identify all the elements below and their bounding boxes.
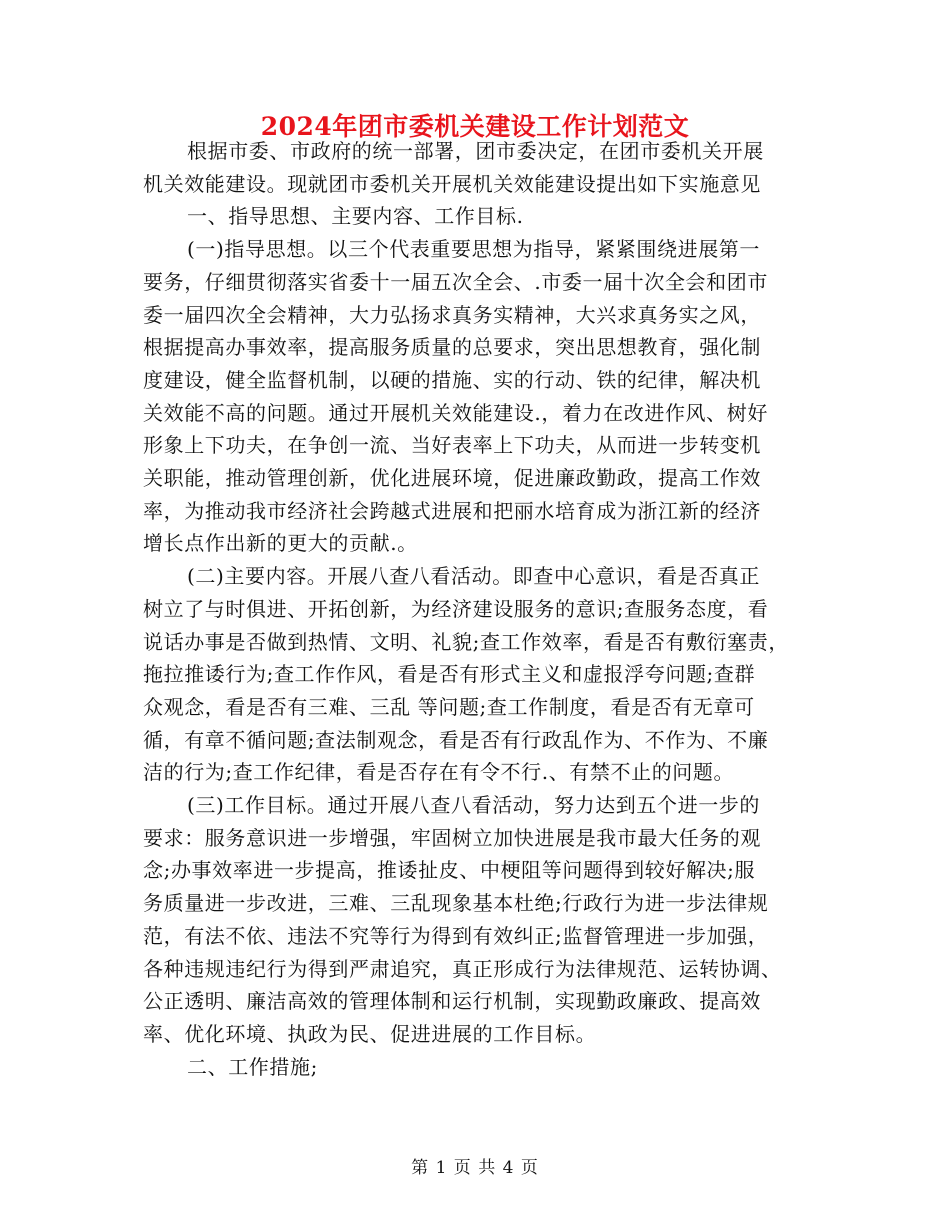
- paragraph-line: 洁的行为;查工作纪律，看是否存在有令不行.、有禁不止的问题。: [143, 760, 735, 785]
- paragraph: [143, 200, 823, 233]
- paragraph-line: 说话办事是否做到热情、文明、礼貌;查工作效率，看是否有敷衍塞责，: [143, 629, 789, 654]
- paragraph-line: 根据提高办事效率，提高服务质量的总要求，突出思想教育，强化制: [143, 335, 761, 360]
- paragraph-line: 率、优化环境、执政为民、促进进展的工作目标。: [143, 1021, 597, 1046]
- paragraph-line: 关职能，推动管理创新，优化进展环境，促进廉政勤政，提高工作效: [143, 466, 761, 491]
- paragraph-line: 度建设，健全监督机制，以硬的措施、实的行动、铁的纪律，解决机: [143, 367, 761, 392]
- paragraph-line: 增长点作出新的更大的贡献.。: [143, 531, 418, 556]
- paragraph-line: 形象上下功夫，在争创一流、当好表率上下功夫，从而进一步转变机: [143, 433, 761, 458]
- paragraph-line: (三)工作目标。通过开展八查八看活动，努力达到五个进一步的: [187, 793, 761, 818]
- paragraph-line: (二)主要内容。开展八查八看活动。即查中心意识，看是否真正: [187, 564, 761, 589]
- paragraph: [143, 789, 823, 1051]
- paragraph-line: 公正透明、廉洁高效的管理体制和运行机制，实现勤政廉政、提高效: [143, 989, 761, 1014]
- paragraph: [143, 1051, 823, 1084]
- paragraph-line: 拖拉推诿行为;查工作作风，看是否有形式主义和虚报浮夸问题;查群: [143, 662, 756, 687]
- paragraph: [143, 560, 823, 789]
- document-title: 2024年团市委机关建设工作计划范文: [260, 112, 690, 141]
- paragraph-line: 循，有章不循问题;查法制观念，看是否有行政乱作为、不作为、不廉: [143, 727, 769, 752]
- paragraph-line: 率，为推动我市经济社会跨越式进展和把丽水培育成为浙江新的经济: [143, 498, 761, 523]
- page-number-footer: 第 1 页 共 4 页: [411, 1158, 539, 1178]
- paragraph-line: 要务，仔细贯彻落实省委十一届五次全会、.市委一届十次全会和团市: [143, 269, 768, 294]
- document-body: [143, 135, 823, 1083]
- paragraph-line: 委一届四次全会精神，大力弘扬求真务实精神，大兴求真务实之风，: [143, 302, 761, 327]
- paragraph-line: 二、工作措施;: [187, 1054, 318, 1079]
- paragraph-line: 根据市委、市政府的统一部署，团市委决定，在团市委机关开展: [187, 139, 764, 163]
- paragraph-line: 务质量进一步改进，三难、三乱现象基本杜绝;行政行为进一步法律规: [143, 891, 769, 916]
- paragraph-line: 关效能不高的问题。通过开展机关效能建设.，着力在改进作风、树好: [143, 400, 768, 425]
- paragraph-line: 树立了与时俱进、开拓创新，为经济建设服务的意识;查服务态度，看: [143, 596, 769, 621]
- paragraph-line: 机关效能建设。现就团市委机关开展机关效能建设提出如下实施意见: [143, 171, 761, 196]
- paragraph-line: 念;办事效率进一步提高，推诿扯皮、中梗阻等问题得到较好解决;服: [143, 858, 756, 883]
- paragraph: [143, 233, 823, 560]
- paragraph-line: (一)指导思想。以三个代表重要思想为指导，紧紧围绕进展第一: [187, 237, 761, 262]
- paragraph-line: 众观念，看是否有三难、三乱 等问题;查工作制度，看是否有无章可: [143, 694, 755, 719]
- paragraph: [143, 135, 823, 200]
- paragraph-line: 要求：服务意识进一步增强，牢固树立加快进展是我市最大任务的观: [143, 825, 761, 850]
- paragraph-line: 范，有法不依、违法不究等行为得到有效纠正;监督管理进一步加强，: [143, 923, 769, 948]
- paragraph-line: 一、指导思想、主要内容、工作目标.: [187, 204, 524, 229]
- paragraph-line: 各种违规违纪行为得到严肃追究，真正形成行为法律规范、运转协调、: [143, 956, 782, 981]
